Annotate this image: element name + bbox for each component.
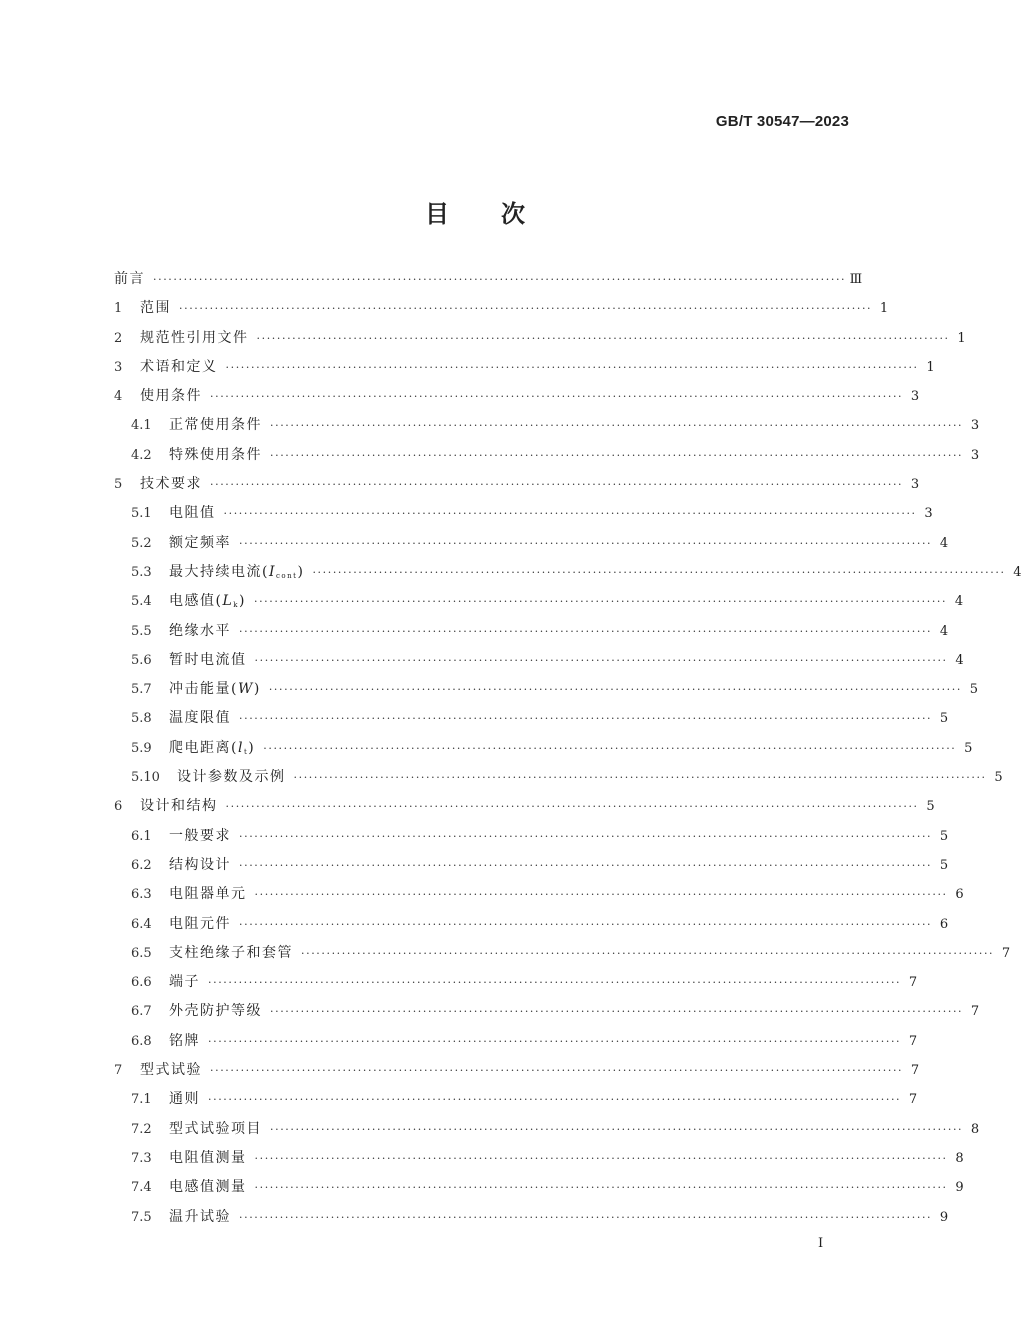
leader-dots: ········································································································································ <box>254 1151 948 1165</box>
toc-entry-label: 端子 <box>169 974 200 991</box>
toc-entry-label: 使用条件 <box>140 388 202 405</box>
toc-entry-5-9[interactable] <box>114 737 973 766</box>
toc-page-number: 3 <box>970 447 980 463</box>
toc-entry-6-1[interactable] <box>114 825 949 854</box>
toc-entry-5-6[interactable] <box>114 649 964 678</box>
toc-page-number: 5 <box>994 770 1003 786</box>
toc-entry-label: 电阻器单元 <box>169 886 247 903</box>
toc-page-number: 4 <box>939 535 949 551</box>
toc-entry-4-2[interactable] <box>114 444 980 473</box>
toc-entry-label: 通则 <box>169 1091 200 1108</box>
leader-dots: ········································································································································ <box>239 536 933 550</box>
toc-entry-7-2[interactable] <box>114 1118 980 1147</box>
toc-entry-label: 暂时电流值 <box>169 651 247 668</box>
leader-dots: ········································································································································ <box>293 771 987 785</box>
leader-dots: ········································································································································ <box>263 741 957 755</box>
toc-entry-3[interactable] <box>114 356 935 385</box>
leader-dots: ········································································································································ <box>268 683 962 697</box>
toc-entry-number: 6.4 <box>131 916 152 932</box>
math-symbol: l <box>237 739 244 756</box>
toc-entry-number: 4.1 <box>131 418 152 434</box>
toc-entry-label: 绝缘水平 <box>169 622 231 639</box>
toc-entry-label <box>169 561 312 581</box>
toc-entry-label: 一般要求 <box>169 827 231 844</box>
toc-entry-5-4[interactable] <box>114 590 964 619</box>
leader-dots: ········································································································································ <box>208 976 902 990</box>
toc-entry-number: 7.4 <box>131 1180 152 1196</box>
toc-entry-number: 6.8 <box>131 1033 152 1049</box>
toc-entry-number: 1 <box>114 301 123 317</box>
toc-entry-foreword[interactable] <box>114 268 863 297</box>
toc-entry-label: 外壳防护等级 <box>169 1003 262 1020</box>
leader-dots: ········································································································································ <box>210 478 904 492</box>
math-symbol: I <box>268 563 276 580</box>
toc-entry-label: 前言 <box>114 271 145 287</box>
toc-page-number: 8 <box>970 1121 980 1137</box>
toc-page-number: 7 <box>908 1033 918 1049</box>
toc-entry-number: 4.2 <box>131 447 152 463</box>
toc-entry-7-4[interactable] <box>114 1176 964 1205</box>
toc-entry-number: 5.5 <box>131 623 152 639</box>
toc-entry-label: 设计参数及示例 <box>177 769 286 786</box>
toc-entry-number: 3 <box>114 359 123 375</box>
label-text-end: ) <box>253 681 261 698</box>
title-char-2: 次 <box>501 200 525 228</box>
toc-page-number: 7 <box>970 1004 980 1020</box>
toc-entry-label: 范围 <box>140 300 171 317</box>
toc-entry-label: 特殊使用条件 <box>169 446 262 463</box>
toc-entry-label: 电阻值测量 <box>169 1149 247 1166</box>
toc-entry-label: 设计和结构 <box>140 798 218 815</box>
toc-entry-5-3[interactable] <box>114 561 1022 590</box>
leader-dots: ········································································································································ <box>208 1034 902 1048</box>
leader-dots: ········································································································································ <box>254 888 948 902</box>
toc-page-number: 9 <box>939 1209 949 1225</box>
toc-entry-number: 5.6 <box>131 652 152 668</box>
leader-dots: ········································································································································ <box>239 829 933 843</box>
toc-entry-label: 结构设计 <box>169 856 231 873</box>
label-text-end: ) <box>248 739 256 756</box>
toc-entry-label: 型式试验 <box>140 1062 202 1079</box>
toc-entry-number: 5.1 <box>131 506 152 522</box>
label-text-end: ) <box>239 593 246 610</box>
toc-page-number: 3 <box>910 477 920 493</box>
toc-page-number: 7 <box>1001 945 1011 961</box>
toc-entry-label: 电阻元件 <box>169 915 231 932</box>
math-subscript: k <box>233 601 240 610</box>
math-symbol: L <box>222 593 234 610</box>
toc-entry-7[interactable] <box>114 1059 920 1088</box>
leader-dots: ········································································································································ <box>239 917 933 931</box>
standard-code: GB/T 30547—2023 <box>715 113 849 130</box>
label-text: 爬电距离( <box>169 739 238 756</box>
leader-dots: ········································································································································ <box>270 448 964 462</box>
toc-entry-number: 7.1 <box>131 1092 152 1108</box>
toc-entry-label: 电感值测量 <box>169 1179 247 1196</box>
toc-entry-5-10[interactable] <box>114 766 1003 795</box>
leader-dots: ········································································································································ <box>210 390 904 404</box>
math-subscript: cont <box>276 571 298 580</box>
toc-entry-label: 支柱绝缘子和套管 <box>169 944 293 961</box>
toc-entry-label: 术语和定义 <box>140 358 218 375</box>
toc-entry-label: 铭牌 <box>169 1032 200 1049</box>
toc-entry-number: 7.2 <box>131 1121 152 1137</box>
toc-entry-number: 6.1 <box>131 828 152 844</box>
math-symbol: W <box>237 681 254 698</box>
leader-dots: ········································································································································ <box>239 1210 933 1224</box>
toc-entry-7-5[interactable] <box>114 1206 949 1235</box>
toc-entry-6[interactable] <box>114 795 935 824</box>
toc-entry-6-7[interactable] <box>114 1000 980 1029</box>
toc-entry-number: 5.10 <box>131 770 160 786</box>
toc-page-number: 9 <box>955 1180 964 1196</box>
leader-dots: ········································································································································ <box>254 1181 948 1195</box>
toc-page-number: 4 <box>954 594 964 610</box>
leader-dots: ········································································································································ <box>179 302 873 316</box>
toc-page-number: 5 <box>964 740 973 756</box>
toc-entry-number: 5.9 <box>131 740 152 756</box>
toc-entry-5[interactable] <box>114 473 920 502</box>
toc-entry-label <box>169 678 269 698</box>
toc-entry-number: 2 <box>114 330 123 346</box>
toc-entry-5-2[interactable] <box>114 532 949 561</box>
label-text: 电感值( <box>169 593 223 610</box>
toc-entry-number: 7.5 <box>131 1209 152 1225</box>
toc-entry-label: 温升试验 <box>169 1208 231 1225</box>
toc-entry-6-6[interactable] <box>114 971 918 1000</box>
toc-page-number: 5 <box>926 799 935 815</box>
toc-page-number: 6 <box>955 887 964 903</box>
leader-dots: ········································································································································ <box>253 595 948 609</box>
label-text: 最大持续电流( <box>169 563 269 580</box>
toc-entry-number: 5.8 <box>131 711 152 727</box>
leader-dots: ········································································································································ <box>270 419 964 433</box>
toc-entry-4-1[interactable] <box>114 414 980 443</box>
leader-dots: ········································································································································ <box>223 507 917 521</box>
toc-entry-4[interactable] <box>114 385 920 414</box>
toc-entry-number: 5.4 <box>131 594 152 610</box>
leader-dots: ········································································································································ <box>208 1093 902 1107</box>
toc-page-number: 1 <box>879 301 889 317</box>
toc-entry-number: 6.7 <box>131 1004 152 1020</box>
toc-entry-label: 型式试验项目 <box>169 1120 262 1137</box>
toc-entry-5-1[interactable] <box>114 502 933 531</box>
leader-dots: ········································································································································ <box>312 565 1006 579</box>
toc-page-number: 7 <box>908 975 918 991</box>
toc-entry-6-5[interactable] <box>114 942 1011 971</box>
leader-dots: ········································································································································ <box>225 800 919 814</box>
toc-page-number: 7 <box>908 1092 918 1108</box>
toc-entry-label: 额定频率 <box>169 534 231 551</box>
toc-entry-label: 温度限值 <box>169 710 231 727</box>
leader-dots: ········································································································································ <box>153 273 847 286</box>
toc-page-number: 6 <box>939 916 949 932</box>
toc-page-number: 3 <box>924 506 933 522</box>
toc-entry-label: 正常使用条件 <box>169 417 262 434</box>
toc-page-number: Ⅲ <box>849 272 863 287</box>
toc-page-number: 7 <box>910 1063 920 1079</box>
toc-page-number: 5 <box>939 857 949 873</box>
toc-page-number: 4 <box>939 623 949 639</box>
leader-dots: ········································································································································ <box>210 1064 904 1078</box>
toc-entry-number: 5 <box>114 477 123 493</box>
toc-entry-label <box>169 737 263 757</box>
toc-entry-1[interactable] <box>114 297 889 326</box>
toc-entry-label: 规范性引用文件 <box>140 329 249 346</box>
toc-entry-5-7[interactable] <box>114 678 978 707</box>
toc-page-number: 1 <box>957 330 966 346</box>
label-text-end: ) <box>297 563 305 580</box>
toc-entry-6-4[interactable] <box>114 913 949 942</box>
toc-entry-number: 7.3 <box>131 1150 152 1166</box>
toc-page-number: 5 <box>939 711 949 727</box>
toc-page-number: 3 <box>970 418 980 434</box>
toc-page-number: 8 <box>955 1150 964 1166</box>
leader-dots: ········································································································································ <box>254 653 948 667</box>
leader-dots: ········································································································································ <box>270 1005 964 1019</box>
toc-page-number: 5 <box>939 828 949 844</box>
toc-entry-7-3[interactable] <box>114 1147 964 1176</box>
toc-entry-6-8[interactable] <box>114 1030 918 1059</box>
toc-entry-number: 7 <box>114 1063 123 1079</box>
leader-dots: ········································································································································ <box>225 360 919 374</box>
toc-entry-number: 5.3 <box>131 564 152 580</box>
leader-dots: ········································································································································ <box>239 712 933 726</box>
leader-dots: ········································································································································ <box>256 331 950 345</box>
toc-entry-label: 技术要求 <box>140 476 202 493</box>
page-title <box>0 194 950 229</box>
toc-entry-2[interactable] <box>114 327 966 356</box>
toc-entry-number: 5.7 <box>131 682 152 698</box>
toc-entry-number: 6.3 <box>131 887 152 903</box>
toc-entry-label: 电阻值 <box>169 505 216 522</box>
leader-dots: ········································································································································ <box>270 1122 964 1136</box>
leader-dots: ········································································································································ <box>301 946 995 960</box>
toc-entry-6-3[interactable] <box>114 883 964 912</box>
math-subscript: t <box>243 747 249 756</box>
toc-entry-number: 4 <box>114 389 123 405</box>
toc-entry-label <box>169 590 254 610</box>
label-text: 冲击能量( <box>169 681 238 698</box>
table-of-contents <box>114 268 1022 1235</box>
toc-page-number: 3 <box>910 389 920 405</box>
title-char-1: 目 <box>425 200 449 228</box>
toc-entry-7-1[interactable] <box>114 1088 918 1117</box>
toc-entry-number: 5.2 <box>131 535 152 551</box>
toc-entry-number: 6.6 <box>131 975 152 991</box>
toc-page-number: 4 <box>955 652 964 668</box>
toc-entry-6-2[interactable] <box>114 854 949 883</box>
toc-entry-5-8[interactable] <box>114 707 949 736</box>
toc-entry-number: 6.2 <box>131 857 152 873</box>
footer-page-number: Ⅰ <box>818 1236 824 1251</box>
toc-page-number: 5 <box>969 682 978 698</box>
toc-page-number: 1 <box>926 359 935 375</box>
toc-page-number: 4 <box>1013 564 1022 580</box>
leader-dots: ········································································································································ <box>239 858 933 872</box>
toc-entry-number: 6 <box>114 799 123 815</box>
toc-entry-number: 6.5 <box>131 945 152 961</box>
leader-dots: ········································································································································ <box>239 624 933 638</box>
toc-entry-5-5[interactable] <box>114 620 949 649</box>
